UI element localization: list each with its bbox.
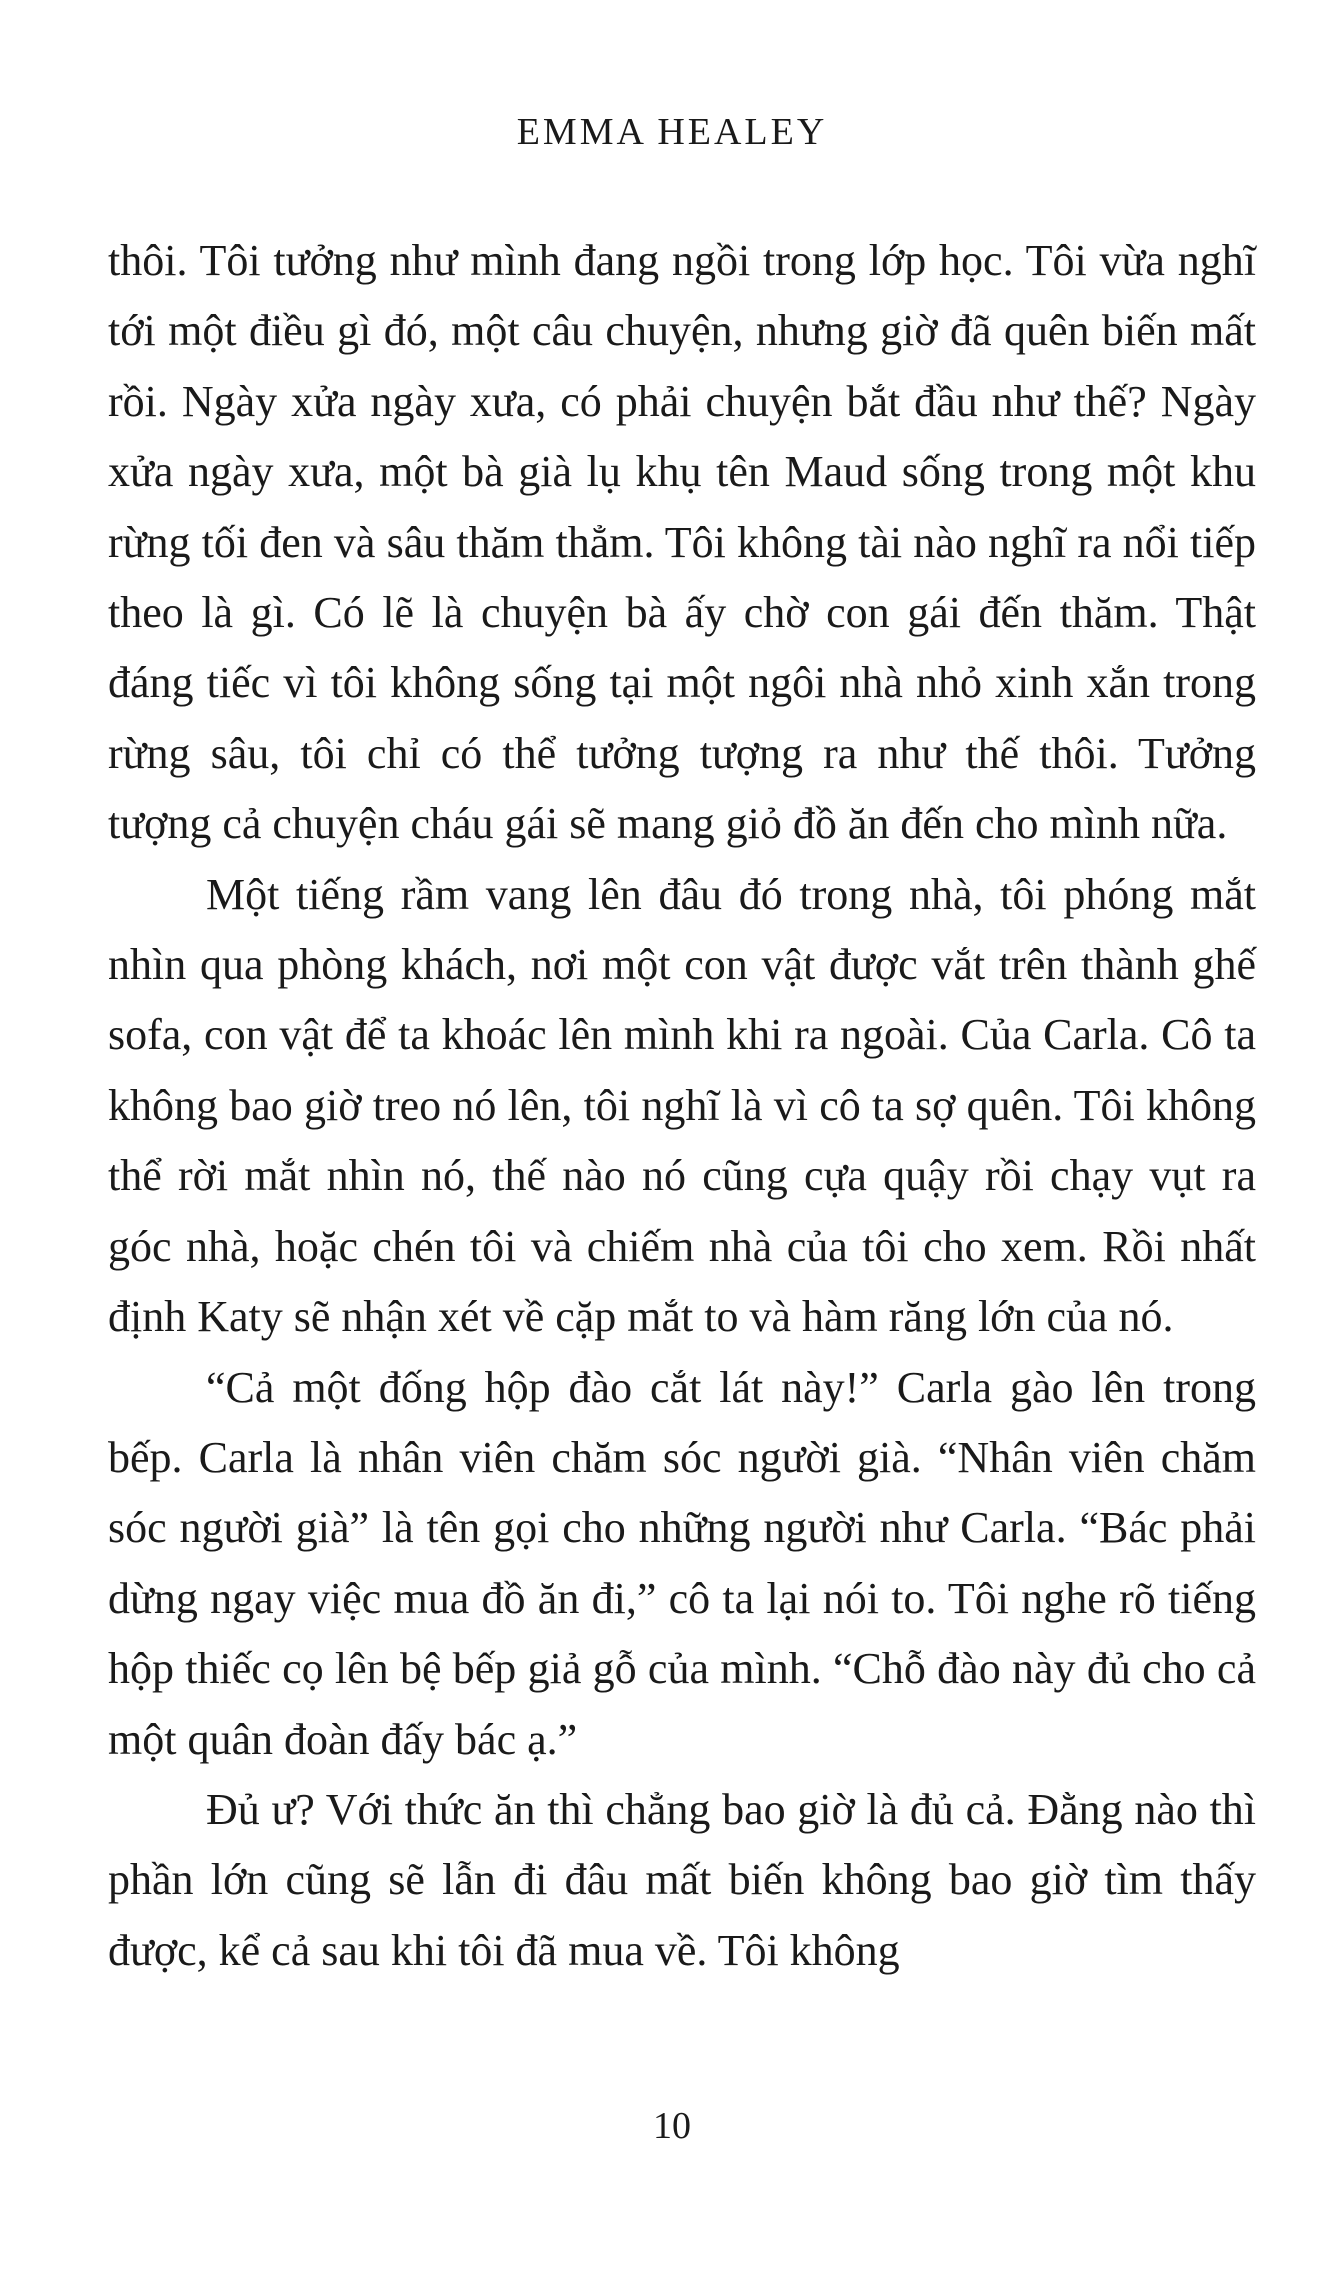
body-text [108, 226, 1256, 1986]
running-head: EMMA HEALEY [516, 111, 828, 153]
page-number: 10 [653, 2105, 691, 2147]
paragraph: Đủ ư? Với thức ăn thì chẳng bao giờ là đủ cả. Đằng nào thì phần lớn cũng sẽ lẫn đi đâu mất biến không bao giờ tìm thấy được, kể cả sau khi tôi đã mua về. Tôi không [108, 1784, 1256, 1975]
paragraph-continued: thôi. Tôi tưởng như mình đang ngồi trong lớp học. Tôi vừa nghĩ tới một điều gì đó, một câu chuyện, nhưng giờ đã quên biến mất rồi. Ngày xửa ngày xưa, có phải chuyện bắt đầu như thế? Ngày xửa ngày xưa, một bà già lụ khụ tên Maud sống trong một khu rừng tối đen và sâu thăm thẳm. Tôi không tài nào nghĩ ra nổi tiếp theo là gì. Có lẽ là chuyện bà ấy chờ con gái đến thăm. Thật đáng tiếc vì tôi không sống tại một ngôi nhà nhỏ xinh xắn trong rừng sâu, tôi chỉ có thể tưởng tượng ra như thế thôi. Tưởng tượng cả chuyện cháu gái sẽ mang giỏ đồ ăn đến cho mình nữa. [108, 236, 1256, 849]
paragraph: “Cả một đống hộp đào cắt lát này!” Carla gào lên trong bếp. Carla là nhân viên chăm sóc người già. “Nhân viên chăm sóc người già” là tên gọi cho những người như Carla. “Bác phải dừng ngay việc mua đồ ăn đi,” cô ta lại nói to. Tôi nghe rõ tiếng hộp thiếc cọ lên bệ bếp giả gỗ của mình. “Chỗ đào này đủ cho cả một quân đoàn đấy bác ạ.” [108, 1362, 1256, 1764]
paragraph: Một tiếng rầm vang lên đâu đó trong nhà, tôi phóng mắt nhìn qua phòng khách, nơi một con vật được vắt trên thành ghế sofa, con vật để ta khoác lên mình khi ra ngoài. Của Carla. Cô ta không bao giờ treo nó lên, tôi nghĩ là vì cô ta sợ quên. Tôi không thể rời mắt nhìn nó, thế nào nó cũng cựa quậy rồi chạy vụt ra góc nhà, hoặc chén tôi và chiếm nhà của tôi cho xem. Rồi nhất định Katy sẽ nhận xét về cặp mắt to và hàm răng lớn của nó. [108, 869, 1256, 1342]
